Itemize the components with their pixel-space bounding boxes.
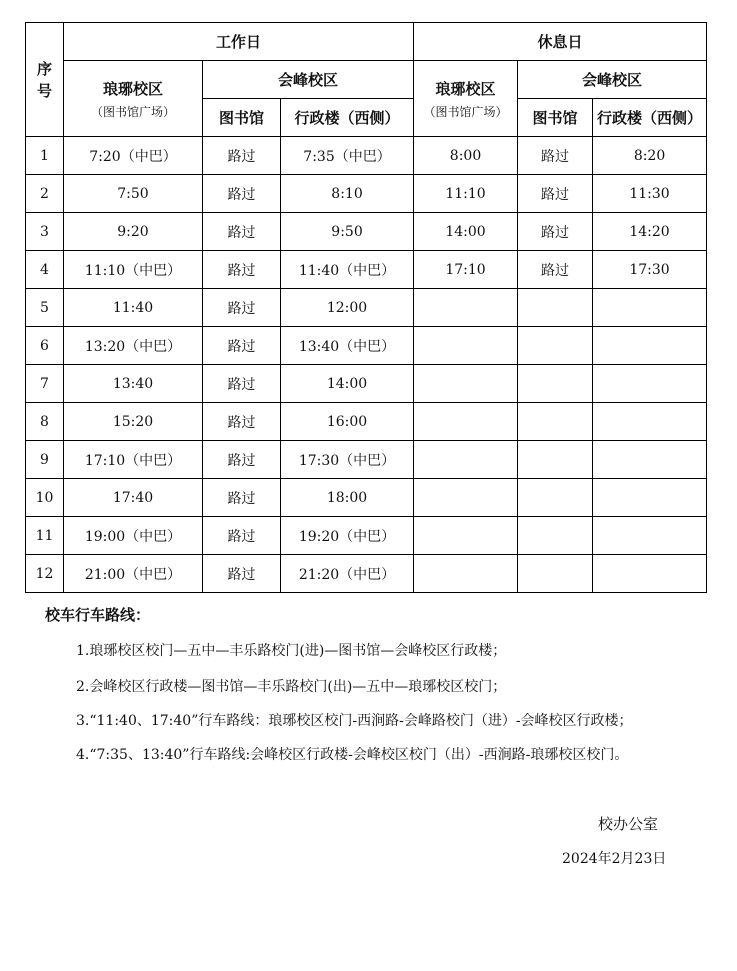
workday-admin-time: 12:00	[281, 289, 414, 327]
route-item: 1.琅琊校区校门—五中—丰乐路校门(进)—图书馆—会峰校区行政楼；	[76, 643, 507, 659]
restday-library-cell: 路过	[518, 213, 593, 251]
workday-admin-time: 18:00	[281, 479, 414, 517]
workday-library-cell: 路过	[203, 213, 281, 251]
restday-langya-time: 17:10	[414, 251, 518, 289]
restday-langya-header: 琅琊校区 （图书馆广场）	[414, 61, 518, 137]
signature-date: 2024年2月23日	[562, 851, 667, 867]
restday-langya-time	[414, 403, 518, 441]
workday-library-cell: 路过	[203, 479, 281, 517]
workday-library-cell: 路过	[203, 403, 281, 441]
workday-langya-time: 19:00（中巴）	[64, 517, 203, 555]
row-number: 3	[26, 213, 64, 251]
row-number: 8	[26, 403, 64, 441]
restday-admin-header: 行政楼（西侧）	[593, 99, 707, 137]
row-number: 2	[26, 175, 64, 213]
workday-library-cell: 路过	[203, 137, 281, 175]
table-row	[26, 327, 707, 365]
langya-note: （图书馆广场）	[423, 104, 508, 119]
workday-langya-time: 17:40	[64, 479, 203, 517]
restday-admin-time	[593, 365, 707, 403]
workday-admin-time: 13:40（中巴）	[281, 327, 414, 365]
workday-langya-time: 15:20	[64, 403, 203, 441]
route-item: 4.“7:35、13:40”行车路线:会峰校区行政楼-会峰校区校门（出）-西涧路-琅琊校区校门。	[76, 747, 629, 763]
workday-admin-time: 17:30（中巴）	[281, 441, 414, 479]
table-row	[26, 441, 707, 479]
restday-langya-time	[414, 327, 518, 365]
table-row	[26, 289, 707, 327]
restday-library-cell	[518, 555, 593, 593]
row-number: 10	[26, 479, 64, 517]
workday-langya-time: 11:10（中巴）	[64, 251, 203, 289]
index-header: 序号	[26, 23, 64, 137]
restday-library-cell	[518, 517, 593, 555]
table-row	[26, 517, 707, 555]
restday-library-cell	[518, 289, 593, 327]
row-number: 4	[26, 251, 64, 289]
routes-title: 校车行车路线：	[45, 606, 151, 624]
workday-library-cell: 路过	[203, 517, 281, 555]
table-row	[26, 137, 707, 175]
restday-langya-time: 8:00	[414, 137, 518, 175]
workday-admin-time: 11:40（中巴）	[281, 251, 414, 289]
workday-langya-time: 13:40	[64, 365, 203, 403]
restday-langya-time	[414, 441, 518, 479]
restday-admin-time	[593, 479, 707, 517]
workday-header: 工作日	[64, 23, 414, 61]
workday-langya-time: 11:40	[64, 289, 203, 327]
workday-library-header: 图书馆	[203, 99, 281, 137]
workday-langya-time: 9:20	[64, 213, 203, 251]
restday-admin-time	[593, 327, 707, 365]
workday-admin-time: 8:10	[281, 175, 414, 213]
restday-langya-time	[414, 517, 518, 555]
restday-langya-time	[414, 479, 518, 517]
bus-schedule-table	[25, 22, 707, 593]
row-number: 1	[26, 137, 64, 175]
restday-admin-time	[593, 289, 707, 327]
restday-library-cell	[518, 441, 593, 479]
workday-admin-time: 19:20（中巴）	[281, 517, 414, 555]
workday-langya-header: 琅琊校区 （图书馆广场）	[64, 61, 203, 137]
restday-huifeng-header: 会峰校区	[518, 61, 707, 99]
restday-langya-time: 14:00	[414, 213, 518, 251]
table-row	[26, 479, 707, 517]
workday-admin-header: 行政楼（西侧）	[281, 99, 414, 137]
workday-admin-time: 16:00	[281, 403, 414, 441]
restday-langya-time	[414, 365, 518, 403]
workday-admin-time: 14:00	[281, 365, 414, 403]
row-number: 12	[26, 555, 64, 593]
table-row	[26, 175, 707, 213]
restday-header: 休息日	[414, 23, 707, 61]
restday-library-cell: 路过	[518, 251, 593, 289]
table-row	[26, 213, 707, 251]
table-row	[26, 555, 707, 593]
restday-admin-time	[593, 403, 707, 441]
workday-library-cell: 路过	[203, 327, 281, 365]
workday-admin-time: 7:35（中巴）	[281, 137, 414, 175]
route-item: 2.会峰校区行政楼—图书馆—丰乐路校门(出)—五中—琅琊校区校门；	[76, 679, 507, 695]
restday-langya-time: 11:10	[414, 175, 518, 213]
row-number: 6	[26, 327, 64, 365]
row-number: 9	[26, 441, 64, 479]
workday-langya-time: 21:00（中巴）	[64, 555, 203, 593]
signature-office: 校办公室	[598, 815, 659, 833]
workday-langya-time: 7:50	[64, 175, 203, 213]
workday-admin-time: 21:20（中巴）	[281, 555, 414, 593]
workday-library-cell: 路过	[203, 289, 281, 327]
workday-langya-time: 17:10（中巴）	[64, 441, 203, 479]
workday-library-cell: 路过	[203, 555, 281, 593]
restday-library-cell	[518, 327, 593, 365]
restday-admin-time: 8:20	[593, 137, 707, 175]
workday-huifeng-header: 会峰校区	[203, 61, 414, 99]
table-row	[26, 365, 707, 403]
workday-library-cell: 路过	[203, 175, 281, 213]
restday-library-cell: 路过	[518, 175, 593, 213]
restday-admin-time	[593, 441, 707, 479]
restday-admin-time	[593, 517, 707, 555]
row-number: 7	[26, 365, 64, 403]
restday-admin-time	[593, 555, 707, 593]
restday-library-cell	[518, 479, 593, 517]
restday-admin-time: 17:30	[593, 251, 707, 289]
workday-langya-time: 13:20（中巴）	[64, 327, 203, 365]
restday-admin-time: 14:20	[593, 213, 707, 251]
restday-library-cell: 路过	[518, 137, 593, 175]
restday-langya-time	[414, 555, 518, 593]
restday-library-cell	[518, 365, 593, 403]
restday-library-header: 图书馆	[518, 99, 593, 137]
workday-admin-time: 9:50	[281, 213, 414, 251]
route-item: 3.“11:40、17:40”行车路线：琅琊校区校门-西涧路-会峰路校门（进）-会峰校区行政楼；	[76, 713, 633, 729]
table-row	[26, 403, 707, 441]
table-row	[26, 251, 707, 289]
restday-admin-time: 11:30	[593, 175, 707, 213]
workday-library-cell: 路过	[203, 365, 281, 403]
workday-library-cell: 路过	[203, 251, 281, 289]
row-number: 5	[26, 289, 64, 327]
restday-library-cell	[518, 403, 593, 441]
workday-langya-time: 7:20（中巴）	[64, 137, 203, 175]
restday-langya-time	[414, 289, 518, 327]
langya-note: （图书馆广场）	[90, 104, 175, 119]
workday-library-cell: 路过	[203, 441, 281, 479]
row-number: 11	[26, 517, 64, 555]
